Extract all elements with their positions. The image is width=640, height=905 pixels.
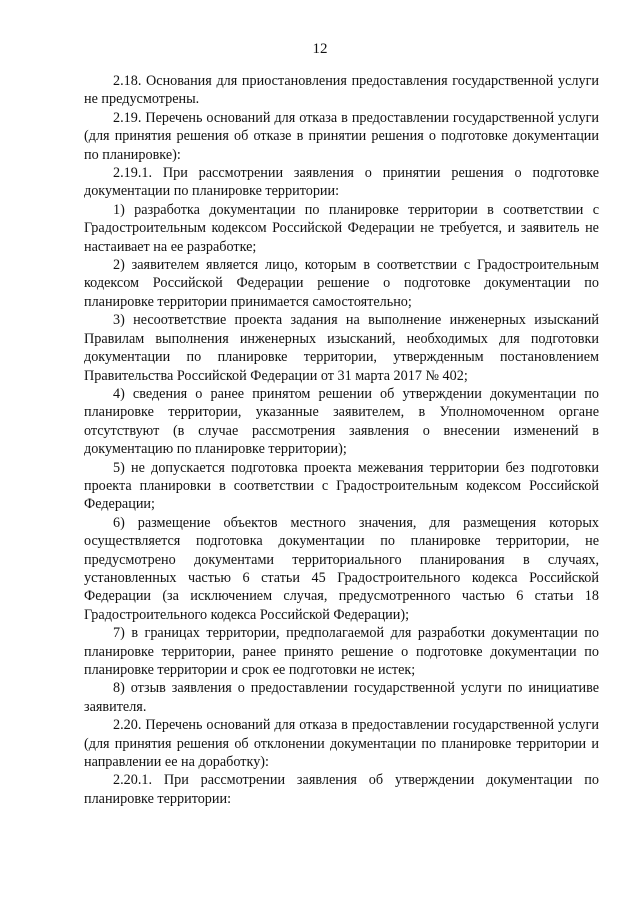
list-item-6: 6) размещение объектов местного значения, для размещения которых осуществляется подготовка документации по планировке территории, не предусмотрено документами территориального планирования в случаях, установленных частью 6 статьи 45 Градостроительного кодекса Российской Федерации (за исключением случая, предусмотренного частью 6 статьи 18 Градостроительного кодекса Российской Федерации);: [84, 514, 599, 623]
list-item-1: 1) разработка документации по планировке территории в соответствии с Градостроительным кодексом Российской Федерации не требуется, и заявитель не настаивает на ее разработке;: [84, 201, 599, 255]
page-number: 12: [312, 41, 328, 57]
list-item-7: 7) в границах территории, предполагаемой для разработки документации по планировке территории, ранее принято решение о подготовке документации по планировке территории и срок ее подготовки не истек;: [84, 625, 599, 678]
document-body: [84, 72, 599, 808]
paragraph-2-18: 2.18. Основания для приостановления предоставления государственной услуги не предусмотрены.: [84, 73, 599, 108]
paragraph-2-20-1: 2.20.1. При рассмотрении заявления об утверждении документации по планировке территории:: [84, 772, 599, 807]
paragraph-2-20: 2.20. Перечень оснований для отказа в предоставлении государственной услуги (для принятия решения об отклонении документации по планировке территории и направлении ее на доработку):: [84, 717, 599, 771]
list-item-4: 4) сведения о ранее принятом решении об утверждении документации по планировке территории, указанные заявителем, в Уполномоченном органе отсутствуют (в случае рассмотрения заявления о внесении изменений в документацию по планировке территории);: [84, 385, 599, 458]
paragraph-2-19: 2.19. Перечень оснований для отказа в предоставлении государственной услуги (для принятия решения об отказе в принятии решения о подготовке документации по планировке):: [84, 109, 599, 163]
list-item-3: 3) несоответствие проекта задания на выполнение инженерных изысканий Правилам выполнения инженерных изысканий, необходимых для подготовки документации по планировке территории, утвержденным постановлением Правительства Российской Федерации от 31 марта 2017 № 402;: [84, 312, 599, 384]
paragraph-2-19-1: 2.19.1. При рассмотрении заявления о принятии решения о подготовке документации по планировке территории:: [84, 165, 599, 200]
list-item-8: 8) отзыв заявления о предоставлении государственной услуги по инициативе заявителя.: [84, 680, 599, 715]
list-item-5: 5) не допускается подготовка проекта межевания территории без подготовки проекта планировки в соответствии с Градостроительным кодексом Российской Федерации;: [84, 459, 599, 513]
list-item-2: 2) заявителем является лицо, которым в соответствии с Градостроительным кодексом Российской Федерации решение о подготовке документации по планировке территории принимается самостоятельно;: [84, 257, 599, 310]
